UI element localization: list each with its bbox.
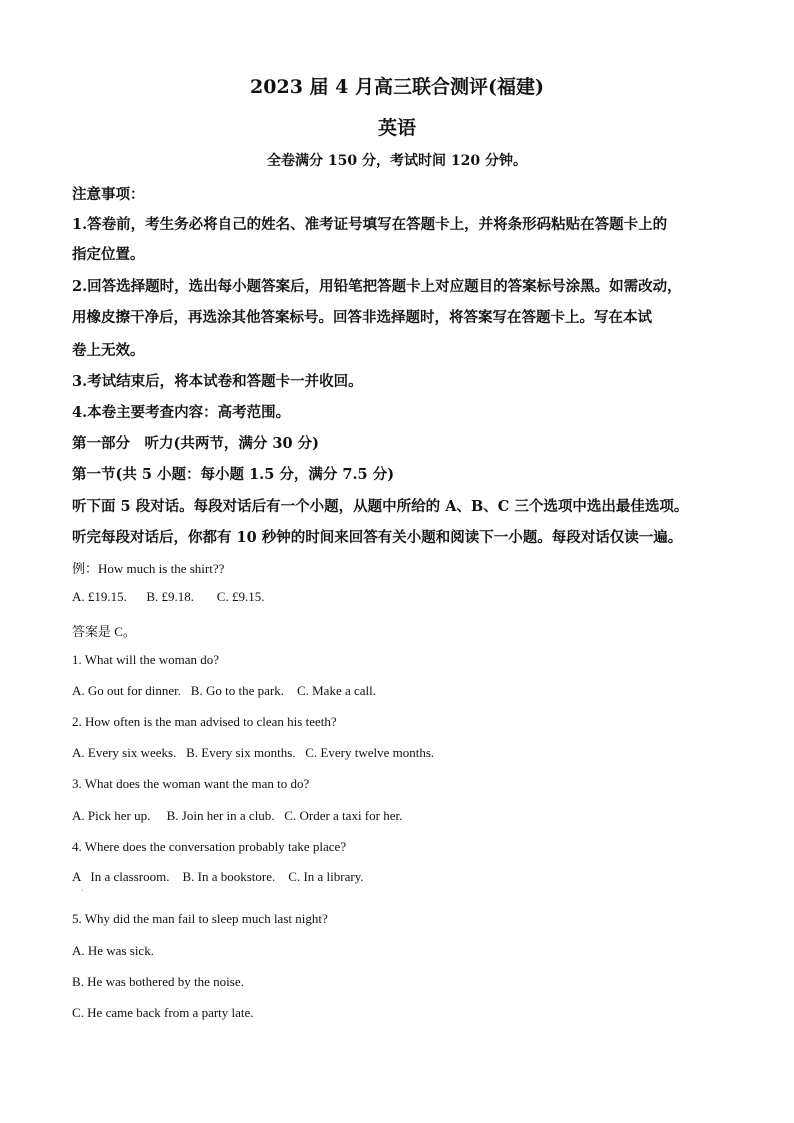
question-4-options: A In a classroom. B. In a bookstore. C. In a library.: [72, 869, 364, 884]
question-2: 2. How often is the man advised to clean his teeth?: [72, 714, 337, 729]
instruction-line-1: 听下面 5 段对话。每段对话后有一个小题，从题中所给的 A、B、C 三个选项中选出最佳选项。: [72, 498, 689, 515]
exam-subtitle: 全卷满分 150 分，考试时间 120 分钟。: [267, 153, 527, 169]
question-4: 4. Where does the conversation probably take place?: [72, 839, 347, 854]
note-item-3: 3.考试结束后，将本试卷和答题卡一并收回。: [72, 373, 363, 390]
example-options: A. £19.15. B. £9.18. C. £9.15.: [72, 589, 265, 604]
note-item-1-line-2: 指定位置。: [72, 246, 145, 263]
question-1-options: A. Go out for dinner. B. Go to the park. C. Make a call.: [72, 683, 376, 698]
notes-heading: 注意事项：: [72, 186, 145, 203]
example-answer: 答案是 C。: [72, 624, 136, 639]
question-5-option-c: C. He came back from a party late.: [72, 1005, 254, 1020]
question-3: 3. What does the woman want the man to do?: [72, 776, 310, 791]
question-5-option-b: B. He was bothered by the noise.: [72, 974, 244, 989]
instruction-line-2: 听完每段对话后，你都有 10 秒钟的时间来回答有关小题和阅读下一小题。每段对话仅读一遍。: [72, 529, 683, 546]
example-question: 例：How much is the shirt??: [72, 561, 225, 576]
stray-mark: ·: [81, 886, 84, 895]
note-item-1-line-1: 1.答卷前，考生务必将自己的姓名、准考证号填写在答题卡上，并将条形码粘贴在答题卡上的: [72, 216, 668, 233]
section1-heading: 第一节(共 5 小题：每小题 1.5 分，满分 7.5 分): [72, 466, 395, 483]
question-5-option-a: A. He was sick.: [72, 943, 154, 958]
note-item-2-line-2: 用橡皮擦干净后，再选涂其他答案标号。回答非选择题时，将答案写在答题卡上。写在本试: [72, 309, 652, 326]
note-item-2-line-3: 卷上无效。: [72, 342, 145, 359]
note-item-4: 4.本卷主要考查内容：高考范围。: [72, 404, 291, 421]
question-2-options: A. Every six weeks. B. Every six months. C. Every twelve months.: [72, 745, 435, 760]
question-3-options: A. Pick her up. B. Join her in a club. C. Order a taxi for her.: [72, 808, 403, 823]
question-1: 1. What will the woman do?: [72, 652, 220, 667]
exam-title: 2023 届 4 月高三联合测评(福建): [250, 76, 544, 98]
question-5: 5. Why did the man fail to sleep much last night?: [72, 911, 328, 926]
part1-heading: 第一部分 听力(共两节，满分 30 分): [72, 435, 319, 452]
exam-subject: 英语: [377, 117, 416, 139]
note-item-2-line-1: 2.回答选择题时，选出每小题答案后，用铅笔把答题卡上对应题目的答案标号涂黑。如需改动，: [72, 278, 682, 295]
